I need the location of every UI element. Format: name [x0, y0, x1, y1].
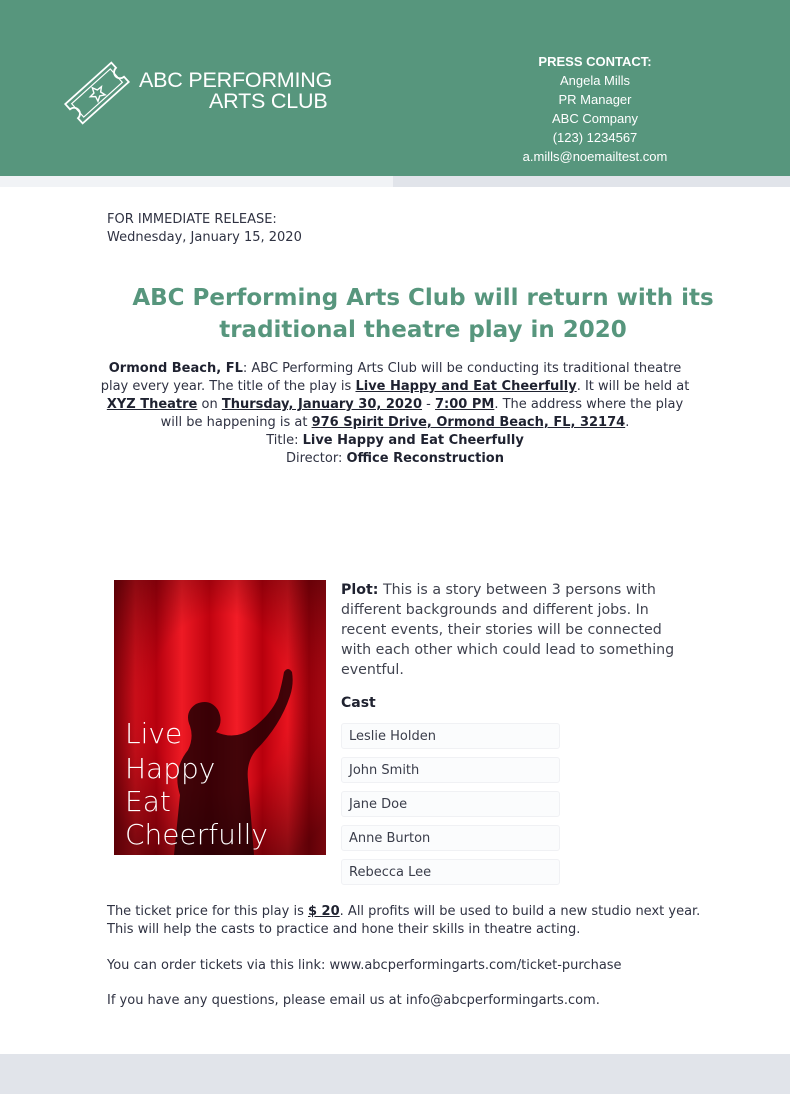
press-contact-title: PRESS CONTACT: — [538, 54, 652, 69]
cast-member: John Smith — [341, 757, 560, 783]
poster-line-1: Live — [125, 717, 183, 750]
press-contact-phone: (123) 1234567 — [552, 130, 638, 145]
title-value: Live Happy and Eat Cheerfully — [302, 433, 524, 448]
plot-text: This is a story between 3 persons with different backgrounds and different jobs. In recent events, their stories will be connected with each other which could lead to something eventful. — [341, 582, 675, 678]
poster-image — [114, 580, 326, 855]
intro-text-2: . It will be held at — [576, 379, 690, 394]
cast-member: Jane Doe — [341, 791, 560, 817]
plot-label: Plot: — [341, 582, 379, 598]
title-label: Title: — [266, 433, 303, 448]
director-value: Office Reconstruction — [346, 451, 504, 466]
cast-member: Anne Burton — [341, 825, 560, 851]
cast-heading: Cast — [341, 695, 376, 711]
venue-link[interactable]: XYZ Theatre — [106, 397, 198, 412]
director-line — [100, 450, 690, 468]
poster-line-3: Eat — [125, 785, 171, 818]
ticket-star-icon — [60, 56, 134, 130]
press-contact-name: Angela Mills — [559, 73, 631, 88]
intro-text-4: - — [422, 397, 435, 412]
ticket-text-2: . All profits will be used to build a new studio next year. This will help the casts to practice and hone their skills in theatre acting. — [107, 904, 701, 937]
poster-line-2: Happy — [125, 752, 216, 785]
footer-bar — [0, 1054, 790, 1094]
date-link[interactable]: Thursday, January 30, 2020 — [221, 397, 423, 412]
play-poster — [114, 580, 326, 855]
header-divider-left — [0, 176, 393, 187]
intro-text-6: . — [625, 415, 630, 430]
ticket-price[interactable]: $ 20 — [307, 904, 340, 919]
title-line — [100, 432, 690, 450]
questions-paragraph: If you have any questions, please email us at info@abcperformingarts.com. — [107, 993, 600, 1008]
intro-text-5: . The address where the play will be happening is at — [160, 397, 684, 430]
page-title: ABC Performing Arts Club will return with its traditional theatre play in 2020 — [132, 285, 714, 343]
release-date: Wednesday, January 15, 2020 — [107, 230, 302, 245]
press-contact-email: a.mills@noemailtest.com — [522, 149, 668, 164]
intro-location: Ormond Beach, FL — [108, 361, 243, 376]
release-label: FOR IMMEDIATE RELEASE: — [107, 212, 277, 227]
address-link[interactable]: 976 Spirit Drive, Ormond Beach, FL, 32174 — [311, 415, 626, 430]
order-paragraph: You can order tickets via this link: www.abcperformingarts.com/ticket-purchase — [107, 958, 622, 973]
play-title-link[interactable]: Live Happy and Eat Cheerfully — [355, 379, 577, 394]
poster-line-4: Cheerfully — [125, 818, 268, 851]
plot-description — [341, 580, 686, 680]
cast-member: Leslie Holden — [341, 723, 560, 749]
press-contact — [495, 52, 695, 166]
intro-paragraph — [100, 360, 690, 468]
ticket-text-1: The ticket price for this play is — [107, 904, 308, 919]
press-contact-company: ABC Company — [552, 111, 638, 126]
logo-line-1: ABC PERFORMING — [139, 68, 333, 92]
release-info — [107, 211, 302, 247]
cast-list — [341, 723, 560, 893]
ticket-paragraph — [107, 903, 707, 939]
intro-text-3: on — [197, 397, 222, 412]
intro-text-1: : ABC Performing Arts Club will be conducting its traditional theatre play every year. The title of the play is — [100, 361, 682, 394]
time-link[interactable]: 7:00 PM — [435, 397, 495, 412]
cast-member: Rebecca Lee — [341, 859, 560, 885]
header-banner — [0, 0, 790, 176]
logo-line-2: ARTS CLUB — [209, 89, 328, 113]
director-label: Director: — [285, 451, 347, 466]
press-contact-role: PR Manager — [558, 92, 632, 107]
brand-logo — [139, 70, 339, 112]
header-divider-right — [393, 176, 790, 187]
